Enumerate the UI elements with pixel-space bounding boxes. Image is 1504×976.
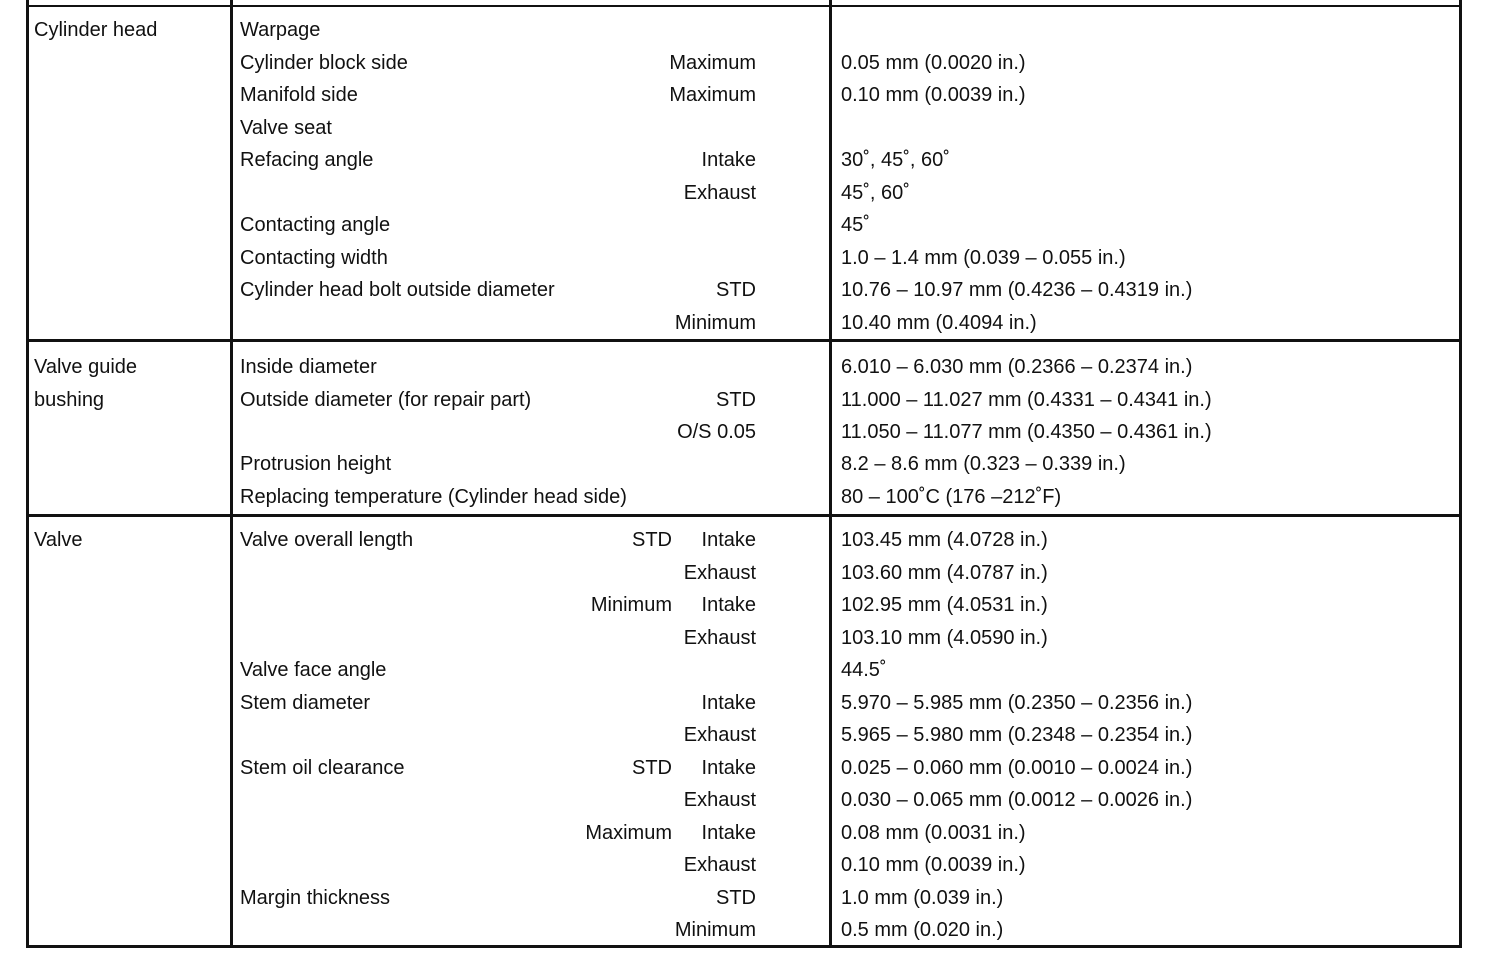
spec-value: 0.05 mm (0.0020 in.): [841, 51, 1026, 74]
spec-value: 0.10 mm (0.0039 in.): [841, 854, 1026, 876]
spec-value: 103.60 mm (4.0787 in.): [841, 561, 1048, 584]
spec-row: [26, 307, 1462, 339]
spec-value: 1.0 – 1.4 mm (0.039 – 0.055 in.): [841, 246, 1126, 269]
spec-value: 30˚, 45˚, 60˚: [841, 149, 950, 171]
spec-row: [26, 719, 1462, 751]
spec-row: [26, 242, 1462, 274]
spec-value: 11.000 – 11.027 mm (0.4331 – 0.4341 in.): [841, 389, 1212, 411]
item-name: Valve overall length: [240, 529, 414, 551]
item-name: Refacing angle: [240, 149, 374, 171]
qualifier: Minimum: [674, 919, 756, 941]
spec-value: 0.030 – 0.065 mm (0.0012 – 0.0026 in.): [841, 789, 1193, 811]
spec-row: [26, 448, 1462, 480]
table-header-rule: [26, 5, 1462, 7]
spec-row: [26, 882, 1462, 914]
spec-row: [26, 914, 1462, 946]
spec-value: 0.5 mm (0.020 in.): [841, 919, 1004, 941]
qualifier: STD: [716, 886, 756, 909]
section-label: Valve guide: [34, 356, 138, 378]
item-name: Margin thickness: [240, 886, 391, 909]
spec-row: [26, 752, 1462, 784]
qualifier: Exhaust: [683, 724, 756, 746]
section-label: bushing: [34, 389, 105, 411]
spec-value: 80 – 100˚C (176 –212˚F): [841, 486, 1062, 508]
item-name: Stem oil clearance: [240, 756, 405, 779]
spec-row: [26, 274, 1462, 306]
qualifier: Intake: [701, 529, 756, 551]
specification-table: [26, 0, 1462, 948]
qualifier: Maximum: [669, 51, 756, 74]
spec-row: [26, 416, 1462, 448]
section-label: Valve: [34, 529, 83, 551]
spec-row: [26, 47, 1462, 79]
spec-value: 5.965 – 5.980 mm (0.2348 – 0.2354 in.): [841, 724, 1193, 746]
spec-value: 10.40 mm (0.4094 in.): [841, 311, 1037, 334]
spec-value: 10.76 – 10.97 mm (0.4236 – 0.4319 in.): [841, 279, 1193, 301]
spec-value: 103.10 mm (4.0590 in.): [841, 626, 1048, 649]
spec-row: [26, 112, 1462, 144]
spec-row: [26, 14, 1462, 46]
spec-row: [26, 481, 1462, 513]
condition: Minimum: [590, 594, 672, 616]
qualifier: Exhaust: [683, 561, 756, 584]
section-label: Cylinder head: [34, 19, 158, 41]
spec-row: [26, 209, 1462, 241]
spec-value: 45˚, 60˚: [841, 181, 910, 204]
spec-value: 0.025 – 0.060 mm (0.0010 – 0.0024 in.): [841, 756, 1193, 779]
qualifier: Intake: [701, 149, 756, 171]
qualifier: Maximum: [669, 84, 756, 106]
condition: STD: [632, 529, 672, 551]
qualifier: STD: [716, 279, 756, 301]
item-name: Replacing temperature (Cylinder head side): [240, 486, 627, 508]
spec-row: [26, 687, 1462, 719]
spec-value: 11.050 – 11.077 mm (0.4350 – 0.4361 in.): [841, 421, 1212, 443]
spec-row: [26, 384, 1462, 416]
spec-value: 0.08 mm (0.0031 in.): [841, 821, 1026, 844]
spec-value: 102.95 mm (4.0531 in.): [841, 594, 1048, 616]
item-name: Contacting width: [240, 246, 388, 269]
spec-value: 1.0 mm (0.039 in.): [841, 886, 1004, 909]
spec-row: [26, 144, 1462, 176]
item-name: Valve seat: [240, 116, 332, 139]
spec-row: [26, 622, 1462, 654]
qualifier: Intake: [701, 821, 756, 844]
spec-value: 45˚: [841, 214, 870, 236]
spec-row: [26, 79, 1462, 111]
spec-row: [26, 524, 1462, 556]
spec-value: 6.010 – 6.030 mm (0.2366 – 0.2374 in.): [841, 356, 1193, 378]
spec-row: [26, 177, 1462, 209]
spec-row: [26, 589, 1462, 621]
spec-value: 5.970 – 5.985 mm (0.2350 – 0.2356 in.): [841, 691, 1193, 714]
spec-row: [26, 351, 1462, 383]
qualifier: Intake: [701, 594, 756, 616]
qualifier: Exhaust: [683, 626, 756, 649]
spec-row: [26, 557, 1462, 589]
qualifier: Intake: [701, 756, 756, 779]
qualifier: Exhaust: [683, 854, 756, 876]
qualifier: Intake: [701, 691, 756, 714]
qualifier: O/S 0.05: [677, 421, 756, 443]
condition: Maximum: [585, 821, 672, 844]
item-name: Outside diameter (for repair part): [240, 389, 532, 411]
spec-value: 8.2 – 8.6 mm (0.323 – 0.339 in.): [841, 453, 1126, 475]
section-divider-2: [26, 514, 1462, 517]
qualifier: Exhaust: [683, 181, 756, 204]
spec-row: [26, 654, 1462, 686]
spec-value: 103.45 mm (4.0728 in.): [841, 529, 1048, 551]
qualifier: STD: [716, 389, 756, 411]
spec-row: [26, 817, 1462, 849]
item-name: Cylinder head bolt outside diameter: [240, 279, 555, 301]
spec-row: [26, 784, 1462, 816]
item-name: Valve face angle: [240, 659, 387, 681]
item-name: Inside diameter: [240, 356, 377, 378]
item-name: Manifold side: [240, 84, 358, 106]
spec-value: 44.5˚: [841, 659, 887, 681]
item-name: Stem diameter: [240, 691, 371, 714]
item-name: Contacting angle: [240, 214, 391, 236]
spec-row: [26, 849, 1462, 881]
condition: STD: [632, 756, 672, 779]
section-divider-1: [26, 339, 1462, 342]
item-name: Protrusion height: [240, 453, 392, 475]
spec-value: 0.10 mm (0.0039 in.): [841, 84, 1026, 106]
item-name: Warpage: [240, 19, 321, 41]
qualifier: Exhaust: [683, 789, 756, 811]
qualifier: Minimum: [674, 311, 756, 334]
item-name: Cylinder block side: [240, 51, 408, 74]
